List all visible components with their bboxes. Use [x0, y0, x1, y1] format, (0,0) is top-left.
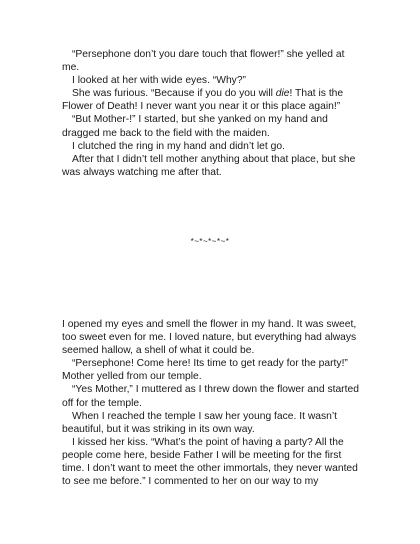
paragraph: I clutched the ring in my hand and didn’t let go. [72, 140, 285, 152]
scene-separator: *~*~*~*~* [190, 237, 230, 246]
paragraph: “Persephone don’t you dare touch that flower!” she yelled at me. [62, 49, 345, 74]
paragraph: I looked at her with wide eyes. “Why?” [72, 75, 246, 87]
text-run: She was furious. “Because if you do you will [72, 88, 276, 100]
paragraph: “But Mother-!” I started, but she yanked on my hand and dragged me back to the field with the maiden. [62, 114, 328, 139]
paragraph: When I reached the temple I saw her young face. It wasn’t beautiful, but it was striking in its own way. [62, 410, 337, 435]
paragraph: After that I didn’t tell mother anything about that place, but she was always watching me after that. [62, 153, 356, 178]
paragraph: “Yes Mother,” I muttered as I threw down the flower and started off for the temple. [62, 384, 359, 409]
text-run: ! That is the Flower of Death! I never want you near it or this place again!” [62, 88, 344, 113]
text-section-top [62, 48, 362, 179]
emphasized-word: die [275, 88, 290, 100]
paragraph: I opened my eyes and smell the flower in my hand. It was sweet, too sweet even for me. I loved nature, but everything had always seemed hallow, a shell of what it could be. [62, 319, 357, 357]
paragraph: “Persephone! Come here! Its time to get ready for the party!” Mother yelled from our temple. [62, 358, 348, 383]
text-section-bottom [62, 318, 362, 488]
paragraph: I kissed her kiss. “What’s the point of having a party? All the people come here, beside Father I will be meeting for the first time. I don’t want to meet the other immortals, they never wanted to see me before.” I commented to her on our way to my [62, 436, 358, 488]
paragraph [62, 87, 362, 113]
